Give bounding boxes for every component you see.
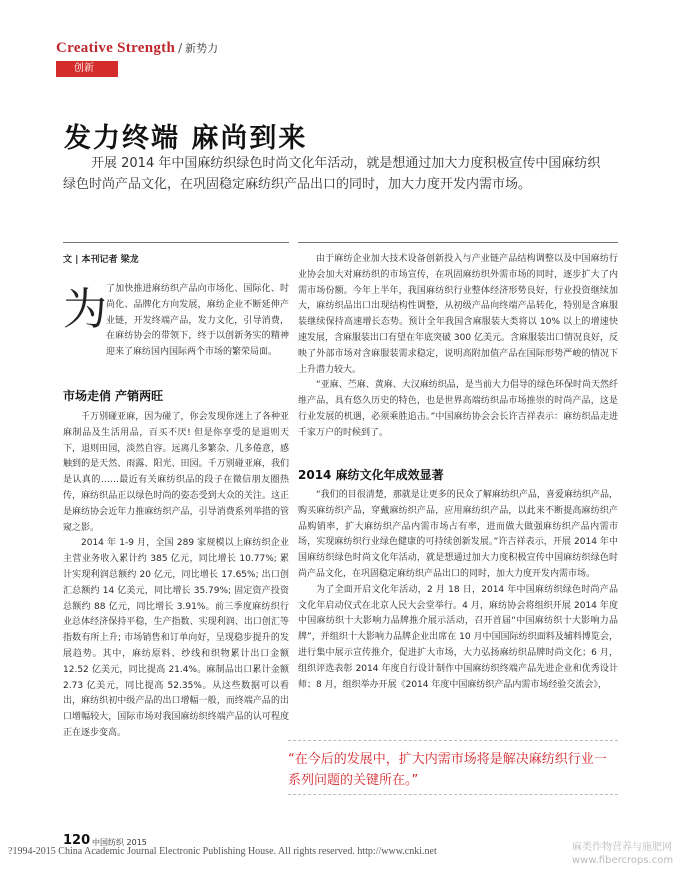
subhead-market: 市场走俏 产销两旺 <box>63 389 164 403</box>
pullquote-rule-top <box>288 740 618 741</box>
article-lede: 开展 2014 年中国麻纺织绿色时尚文化年活动，就是想通过加大力度积极宣传中国麻纺织绿色时尚产品文化，在巩固稳定麻纺织产品出口的同时，加大力度开发内需市场。 <box>63 156 601 192</box>
subhead-culture-year: 2014 麻纺文化年成效显著 <box>298 468 444 482</box>
section-title-en: Creative Strength <box>56 40 176 56</box>
left-paragraph-2: 2014 年 1-9 月，全国 289 家规模以上麻纺织企业主营业务收入累计约 385 亿元，同比增长 10.77%; 累计实现利润总额约 20 亿元，同比增长 17.65%; 出口创汇总额约 14 亿美元，同比增长 35.79%; 固定资产投资总额约 88 亿元，同比增长 3.91%。前三季度麻纺织行业总体经济保持平稳，生产指数、实现利润、出口创汇等指数有所上升; 市场销售和订单向好，呈现稳步提升的发展趋势。其中，麻纺原料、纱线和织物累计出口金额 12.52 亿美元，同比提高 21.4%。麻制品出口累计金额 2.73 亿美元，同比提高 52.35%。从这些数据可以看出，麻纺织初中级产品的出口增幅一般，而终端产品的出口增幅较大，国际市场对我国麻纺织终端产品的认可程度正在逐步变高。 <box>63 538 289 738</box>
page-number: 120 <box>63 833 91 848</box>
section-tag: 创新 <box>56 61 118 77</box>
intro-paragraph: 了加快推进麻纺织产品向市场化、国际化、时尚化、品牌化方向发展，麻纺企业不断延伸产业链，开发终端产品，发力文化，引导消费，在麻纺协会的带领下，终于以创新务实的精神迎来了麻纺国内国际两个市场的繁荣局面。 <box>106 284 289 358</box>
watermark <box>572 841 673 867</box>
magazine-name: 中国纺织 2015 <box>92 838 147 847</box>
pull-quote: “在今后的发展中，扩大内需市场将是解决麻纺织行业一系列问题的关键所在。” <box>288 752 607 788</box>
right-paragraph-2: “亚麻、苎麻、黄麻、大汉麻纺织品，是当前大力倡导的绿色环保时尚天然纤维产品，具有悠久历史的特色，也是世界高端纺织品市场推崇的时尚产品，这是行业发展的机遇，必须乘胜追击。”中国麻纺协会会长许吉祥表示：麻纺织品走进千家万户的时候到了。 <box>298 380 618 438</box>
watermark-url: www.fibercrops.com <box>572 855 674 866</box>
byline: 文 | 本刊记者 梁龙 <box>63 255 139 265</box>
right-paragraph-4: 为了全面开启文化年活动，2 月 18 日，2014 年中国麻纺织绿色时尚产品文化年启动仪式在北京人民大会堂举行。4 月，麻纺协会将组织开展 2014 年度中国麻纺织十大影响力品牌推介展示活动，召开首届“中国麻纺织十大影响力品牌”，并组织十大影响力品牌企业出席在 10 月中国国际纺织面料及辅料博览会，进行集中展示宣传推介，促进扩大市场，大力弘扬麻纺织品牌时尚文化；6 月，组织评选表彰 2014 年度自行设计制作中国麻纺织终端产品先进企业和优秀设计师；8 月，组织举办开展《2014 年度中国麻纺织产品内需市场经验交流会》， <box>298 584 618 690</box>
right-column-rule <box>298 242 618 243</box>
article-headline: 发力终端 麻尚到来 <box>64 123 308 154</box>
left-column-rule <box>63 242 289 243</box>
left-paragraph-1: 千万别碰亚麻，因为碰了，你会发现你迷上了各种亚麻制品及生活用品，百买不厌! 但是你享受的是退则天下，退则田园，淡然自容。远离几多繁杂、几多倦意，感触到的是天然、雨露、阳光、田园。千万别碰亚麻，我们是认真的……最近有关麻纺织品的段子在微信朋友圈热传，麻纺织品正以绿色时尚的姿态受到大众的关注。这正是麻纺协会近年力推麻纺织产品，引导消费系列举措的管窥之影。 <box>63 412 289 533</box>
section-separator: / <box>178 41 183 55</box>
right-column-top <box>298 252 618 442</box>
right-paragraph-1: 由于麻纺企业加大技术设备创新投入与产业链产品结构调整以及中国麻纺行业协会加大对麻纺织的市场宣传，在巩固麻纺织外需市场的同时，逐步扩大了内需市场份额。今年上半年，我国麻纺织行业整体经济形势良好，行业投资继续加大，麻纺织品出口出现结构性调整，从初级产品向终端产品转化，特别是含麻服装继续保持高速增长态势。预计全年我国含麻服装大类将以 10% 以上的增速快速发展，含麻服装出口有望在年底突破 300 亿美元。含麻服装出口情况良好，反映了外部市场对含麻服装需求稳定，说明高附加值产品在国际形势严峻的情况下上升潜力较大。 <box>298 254 618 375</box>
right-paragraph-3: “我们的目很清楚，那就是让更多的民众了解麻纺织产品，喜爱麻纺织产品，购买麻纺织产品，穿戴麻纺织产品，应用麻纺织产品，以此来不断提高麻纺织产品购销率，扩大麻纺织产品内需市场占有率，进而做大做强麻纺织产品内需市场，实现麻纺织行业绿色健康的可持续创新发展。”许吉祥表示，开展 2014 年中国麻纺织绿色时尚文化年活动，就是想通过加大力度积极宣传中国麻纺织绿色时尚产品文化，在巩固稳定麻纺织产品出口的同时，加大力度开发内需市场。 <box>298 490 618 579</box>
watermark-cn: 麻类作物营养与施肥网 <box>572 842 672 853</box>
section-header <box>56 40 218 57</box>
copyright-line: ?1994-2015 China Academic Journal Electronic Publishing House. All rights reserved. http://www.cnki.net <box>8 846 437 857</box>
section-title-cn: 新势力 <box>185 42 219 55</box>
pullquote-rule-bottom <box>288 794 618 795</box>
drop-cap: 为 <box>63 284 107 335</box>
left-column-body <box>63 410 289 742</box>
right-column-bottom <box>298 488 618 693</box>
